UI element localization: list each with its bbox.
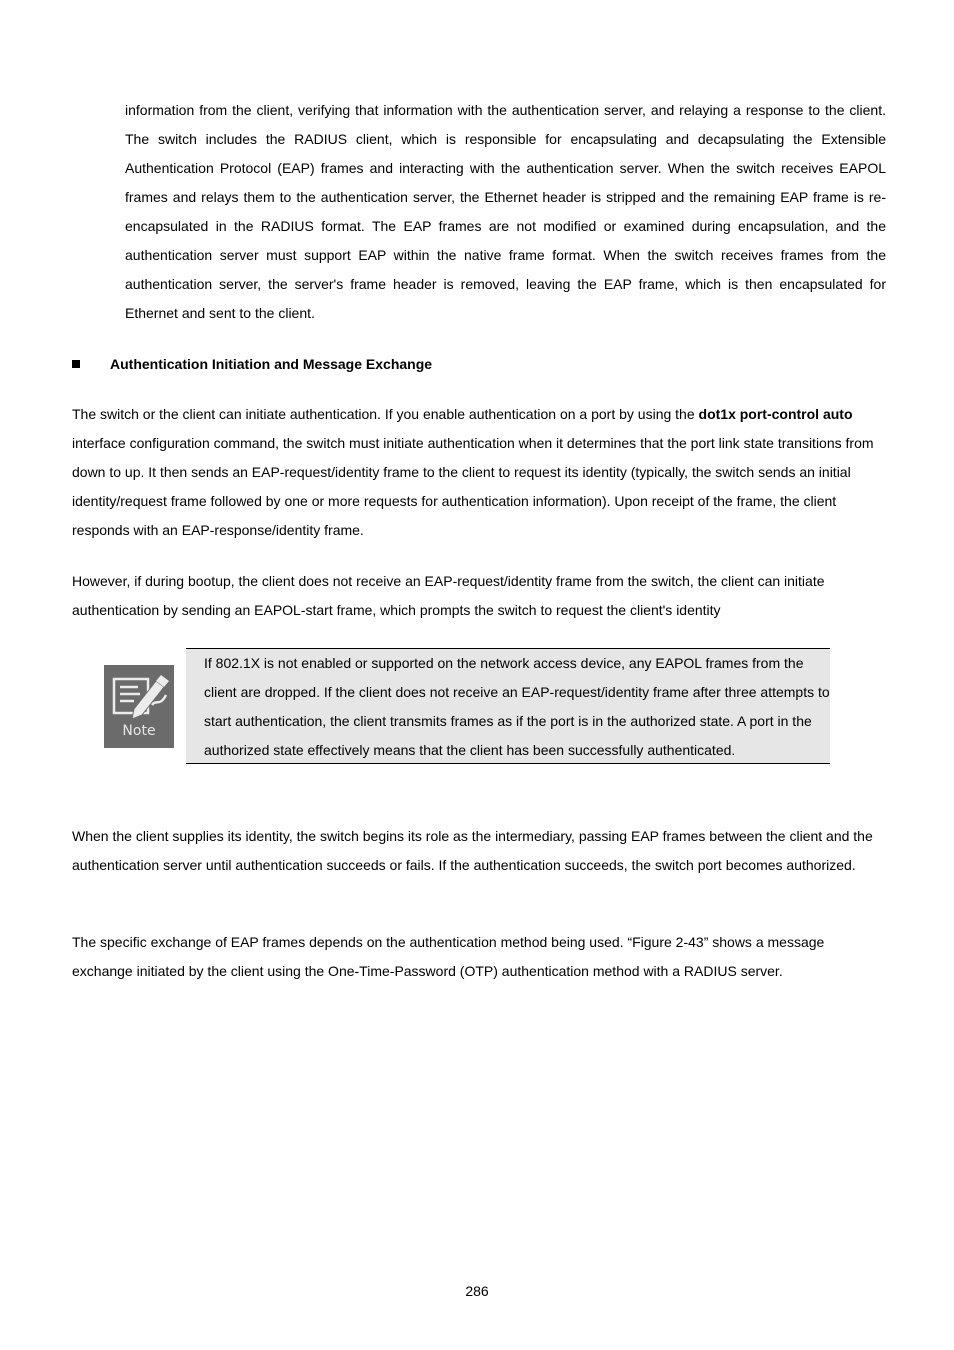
paragraph-initiation [72,400,884,545]
paragraph-initiation-after: interface configuration command, the switch must initiate authentication when it determines that the port link state transitions from down to up. It then sends an EAP-request/identity frame to the client to request its identity (typically, the switch sends an initial identity/request frame followed by one or more requests for authentication information). Upon receipt of the frame, the client responds with an EAP-response/identity frame. [72,435,874,538]
paragraph-intermediary: When the client supplies its identity, the switch begins its role as the intermediary, passing EAP frames between the client and the authentication server until authentication succeeds or fails. If the authentication succeeds, the switch port becomes authorized. [72,828,873,873]
note-icon-label: Note [122,723,156,739]
note-pencil-icon [104,665,174,748]
intro-paragraph: information from the client, verifying that information with the authentication server, and relaying a response to the client. The switch includes the RADIUS client, which is responsible for encapsulating and decapsulating the Extensible Authentication Protocol (EAP) frames and interacting with the authentication server. When the switch receives EAPOL frames and relays them to the authentication server, the Ethernet header is stripped and the remaining EAP frame is re-encapsulated in the RADIUS format. The EAP frames are not modified or examined during encapsulation, and the authentication server must support EAP within the native frame format. When the switch receives frames from the authentication server, the server's frame header is removed, leaving the EAP frame, which is then encapsulated for Ethernet and sent to the client. [125,102,886,321]
section-heading-title: Authentication Initiation and Message Exchange [110,356,433,372]
paragraph-initiation-before: The switch or the client can initiate authentication. If you enable authentication on a port by using the [72,406,699,422]
square-bullet-icon [72,360,80,368]
paragraph-bootup: However, if during bootup, the client does not receive an EAP-request/identity frame from the switch, the client can initiate authentication by sending an EAPOL-start frame, which prompts the switch to request the client's identity [72,573,825,618]
note-text: If 802.1X is not enabled or supported on the network access device, any EAPOL frames from the client are dropped. If the client does not receive an EAP-request/identity frame after three attempts to start authentication, the client transmits frames as if the port is in the authorized state. A port in the authorized state effectively means that the client has been successfully authenticated. [204,655,830,758]
paragraph-eap-exchange: The specific exchange of EAP frames depends on the authentication method being used. “Figure 2-43” shows a message exchange initiated by the client using the One-Time-Password (OTP) authentication method with a RADIUS server. [72,934,825,979]
page-number: 286 [465,1283,489,1299]
note-box [186,648,830,764]
command-name: dot1x port-control auto [698,406,853,422]
